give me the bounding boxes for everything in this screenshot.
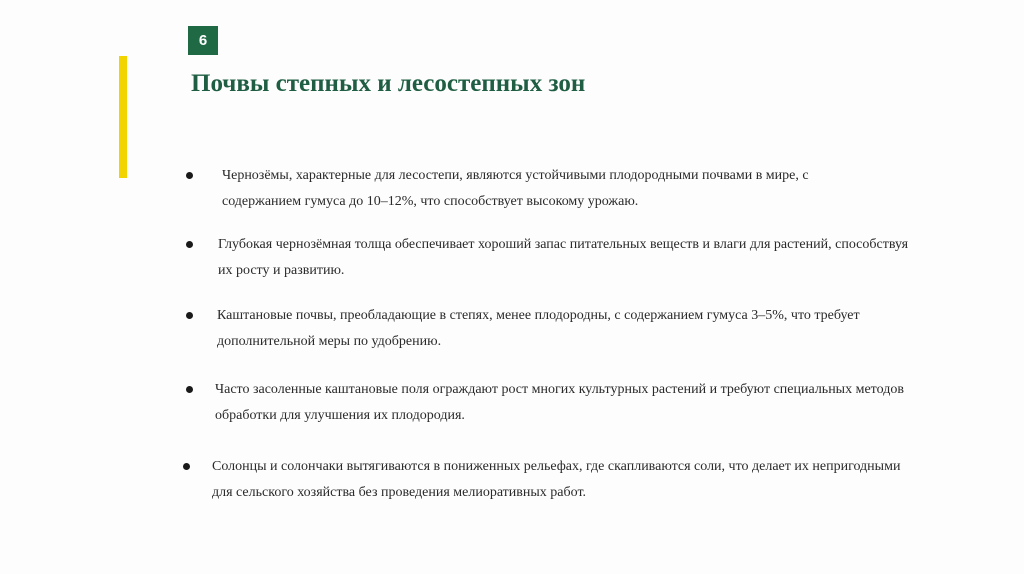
bullet-dot-icon xyxy=(186,172,193,179)
bullet-text: Солонцы и солончаки вытягиваются в пониженных рельефах, где скапливаются соли, что делает их непригодными для сельского хозяйства без проведения мелиоративных работ. xyxy=(212,459,901,500)
bullet-text: Глубокая чернозёмная толща обеспечивает хороший запас питательных веществ и влаги для растений, способствуя их росту и развитию. xyxy=(218,237,909,278)
bullet-dot-icon xyxy=(186,241,193,248)
bullet-dot-icon xyxy=(186,386,193,393)
bullet-dot-icon xyxy=(186,312,193,319)
bullet-text: Каштановые почвы, преобладающие в степях, менее плодородны, с содержанием гумуса 3–5%, что требует дополнительной меры по удобрению. xyxy=(217,308,860,349)
bullet-text: Чернозёмы, характерные для лесостепи, являются устойчивыми плодородными почвами в мире, с содержанием гумуса до 10–12%, что способствует высокому урожаю. xyxy=(222,168,809,209)
page-number-badge: 6 xyxy=(188,26,218,55)
slide-title: Почвы степных и лесостепных зон xyxy=(191,70,586,97)
bullet-dot-icon xyxy=(183,463,190,470)
bullet-text: Часто засоленные каштановые поля ограждают рост многих культурных растений и требуют специальных методов обработки для улучшения их плодородия. xyxy=(215,382,904,423)
accent-bar xyxy=(119,56,127,178)
